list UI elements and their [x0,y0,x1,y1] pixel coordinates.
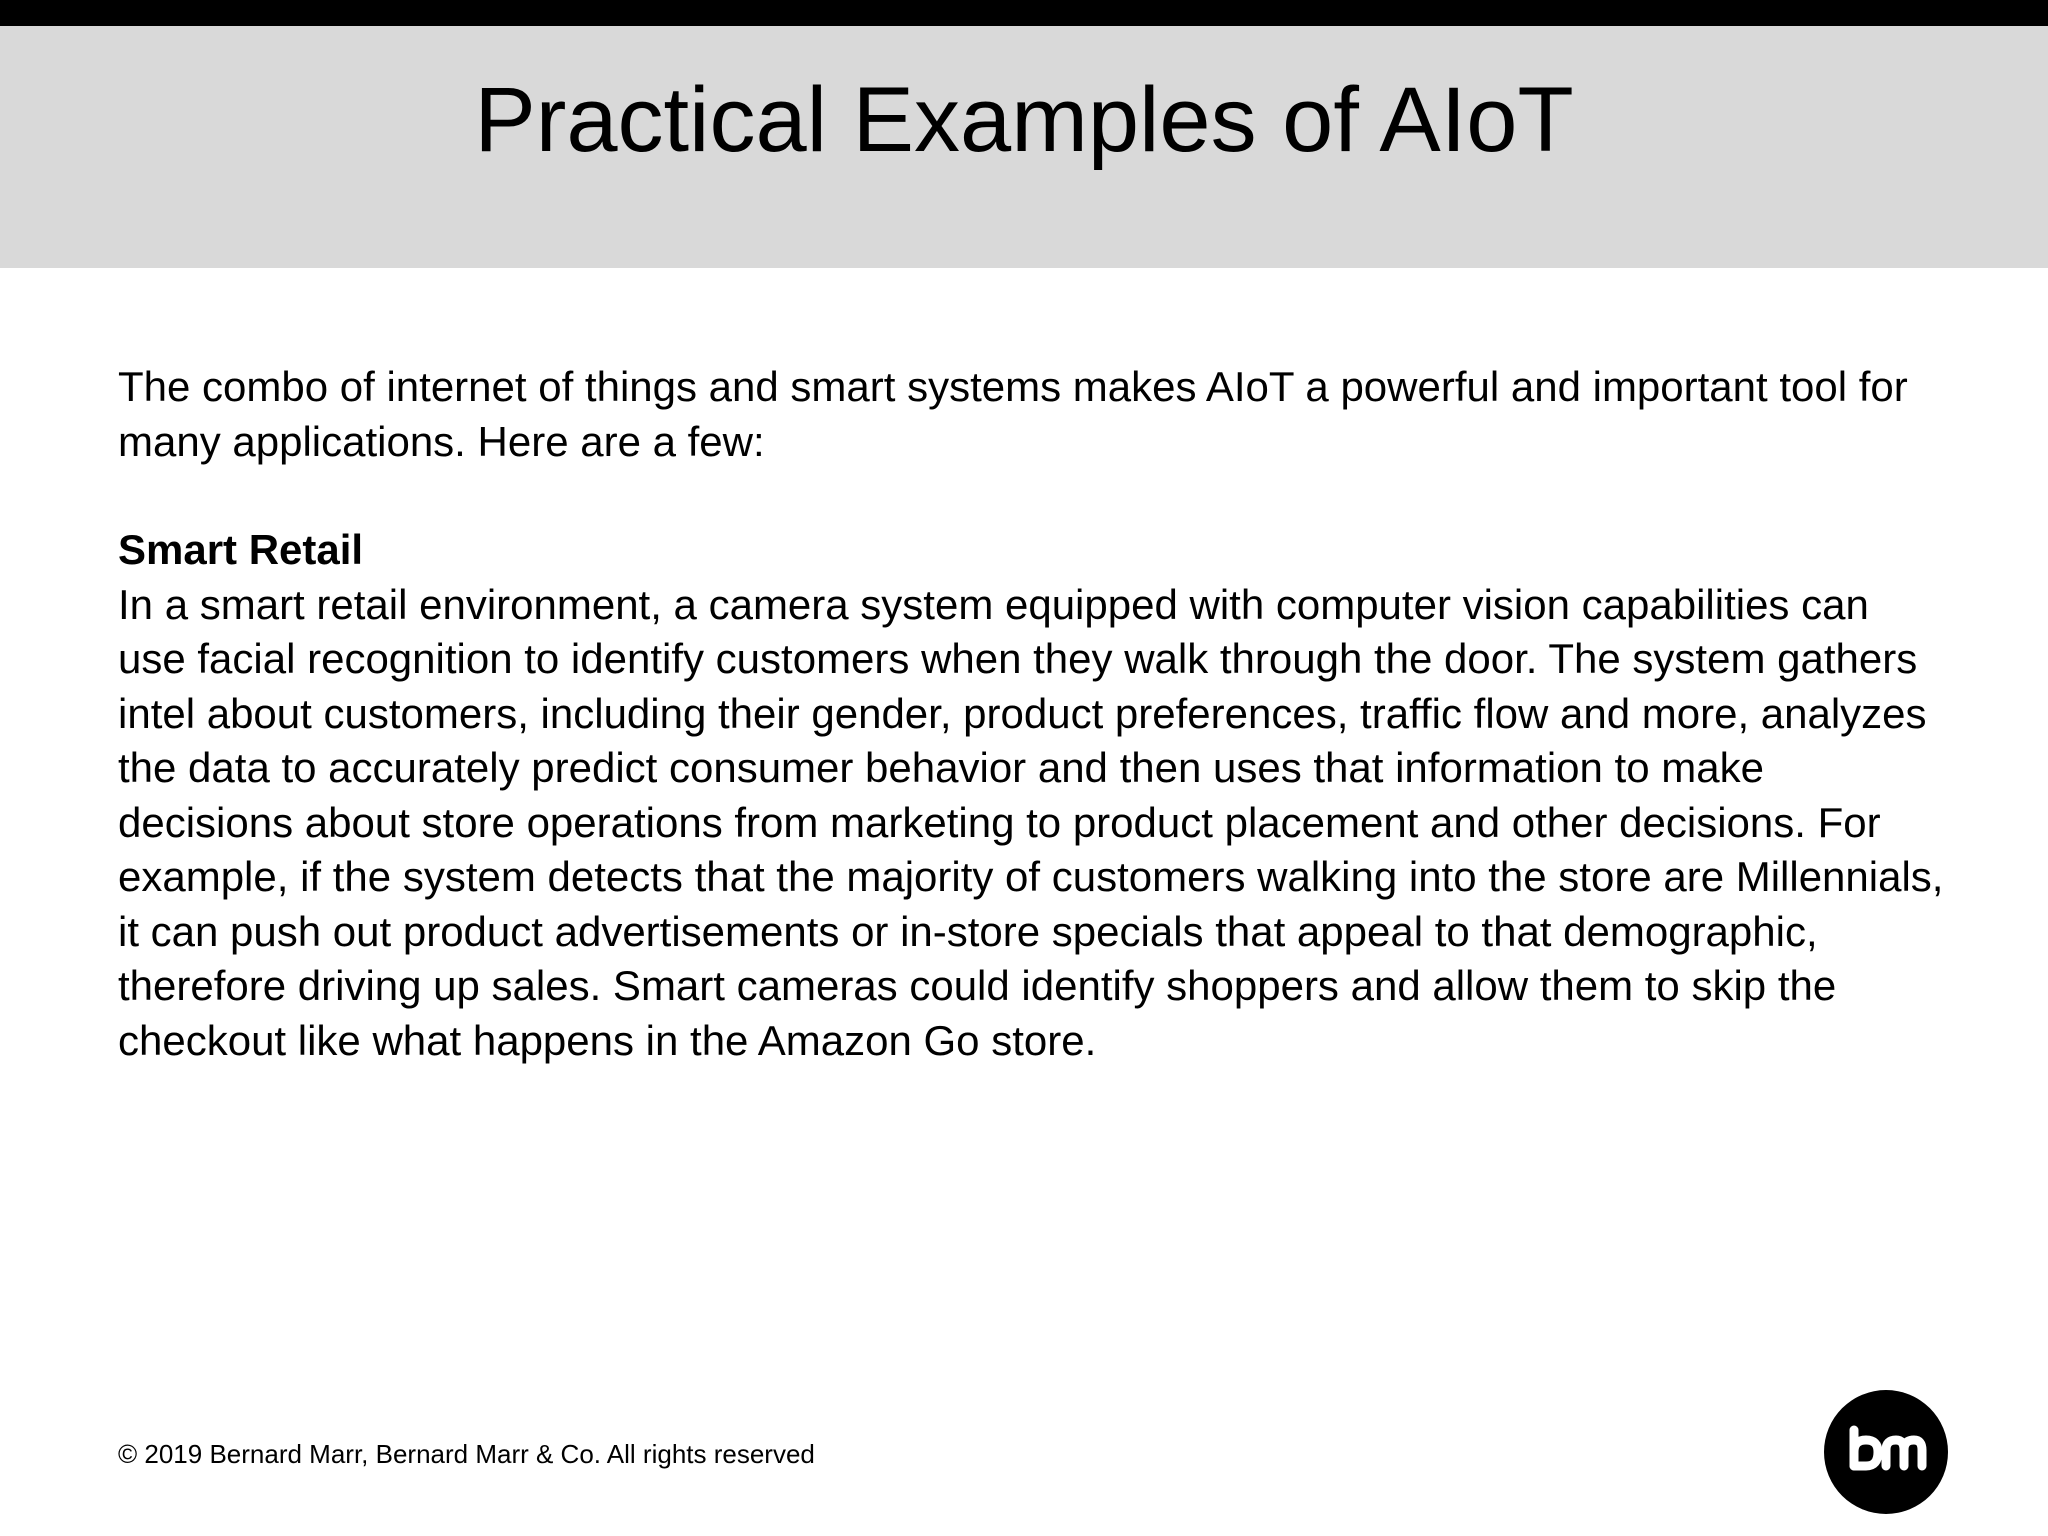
section-body: In a smart retail environment, a camera system equipped with computer vision capabilities can use facial recognition to identify customers when they walk through the door. The system gathers intel about customers, including their gender, product preferences, traffic flow and more, analyzes the data to accurately predict consumer behavior and then uses that information to make decisions about store operations from marketing to product placement and other decisions. For example, if the system detects that the majority of customers walking into the store are Millennials, it can push out product advertisements or in-store specials that appeal to that demographic, therefore driving up sales. Smart cameras could identify shoppers and allow them to skip the checkout like what happens in the Amazon Go store. [118,580,1944,1064]
section-heading: Smart Retail [118,526,364,573]
footer-copyright: © 2019 Bernard Marr, Bernard Marr & Co. All rights reserved [118,1439,815,1469]
top-bar [0,0,2048,26]
slide-content [118,360,1948,1068]
bm-logo-icon [1824,1390,1948,1514]
slide-title: Practical Examples of AIoT [474,69,1574,171]
intro-paragraph: The combo of internet of things and smart systems makes AIoT a powerful and important tool for many applications. Here are a few: [118,363,1908,465]
